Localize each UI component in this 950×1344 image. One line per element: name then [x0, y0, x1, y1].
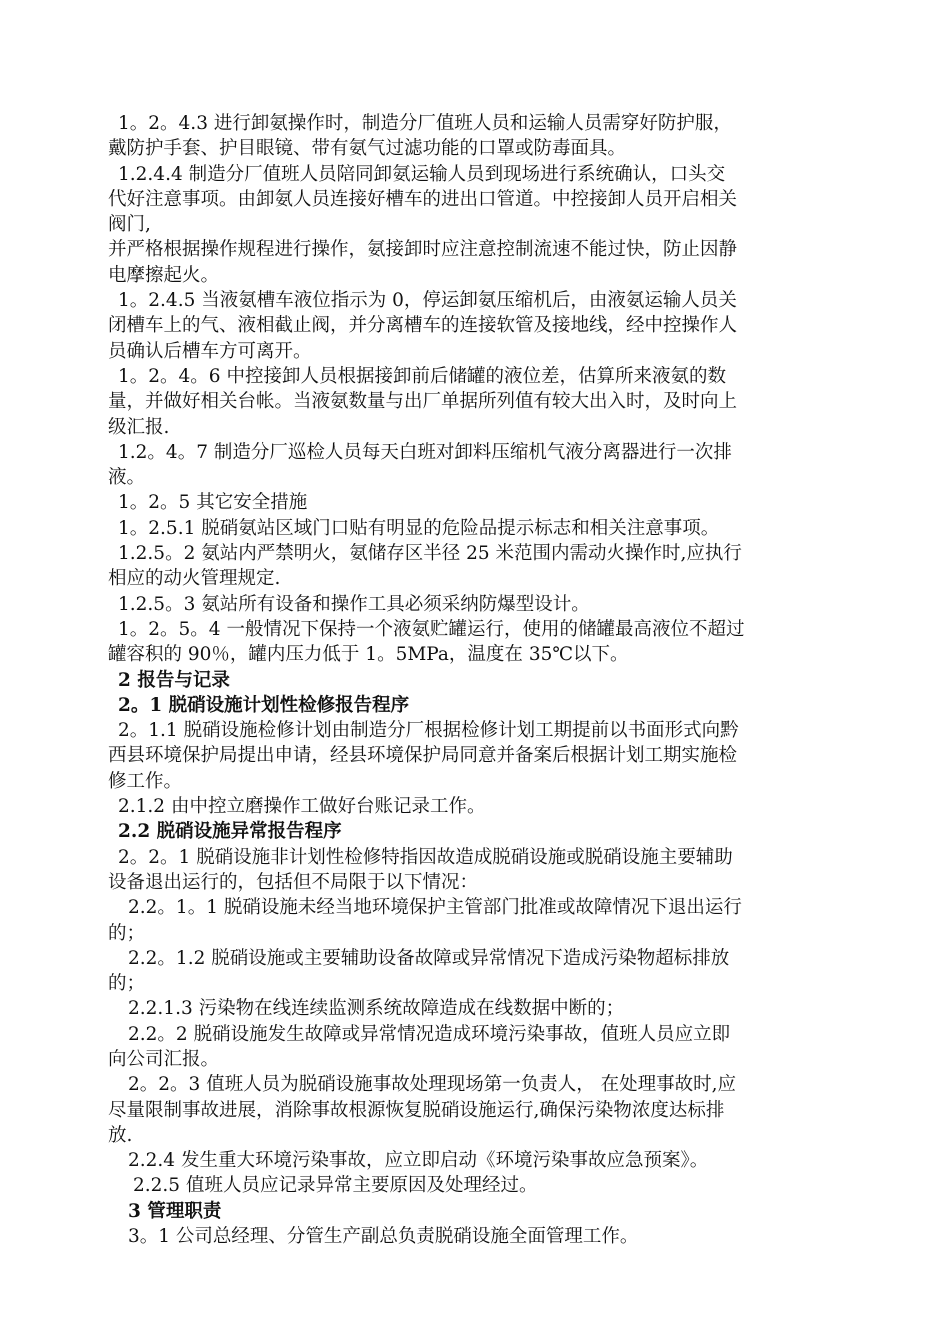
text-line: 修工作。 — [108, 770, 183, 792]
document-body — [108, 111, 843, 1249]
text-line: 代好注意事项。由卸氨人员连接好槽车的进出口管道。中控接卸人员开启相关 — [108, 188, 738, 210]
text-line: 1。2。5 其它安全措施 — [118, 492, 308, 514]
text-line: 并严格根据操作规程进行操作，氨接卸时应注意控制流速不能过快，防止因静 — [108, 239, 738, 261]
text-line: 尽量限制事故进展，消除事故根源恢复脱硝设施运行,确保污染物浓度达标排 — [108, 1099, 725, 1121]
text-line: 闭槽车上的气、液相截止阀，并分离槽车的连接软管及接地线，经中控操作人 — [108, 315, 738, 337]
text-line: 戴防护手套、护目眼镜、带有氨气过滤功能的口罩或防毒面具。 — [108, 138, 627, 160]
text-line: 向公司汇报。 — [108, 1048, 220, 1070]
text-line: 级汇报. — [108, 416, 170, 438]
text-line: 电摩擦起火。 — [108, 264, 220, 286]
text-line: 的； — [108, 922, 146, 944]
section-heading: 2。1 脱硝设施计划性检修报告程序 — [118, 694, 410, 716]
section-heading: 3 管理职责 — [128, 1200, 222, 1222]
text-line: 员确认后槽车方可离开。 — [108, 340, 312, 362]
text-line: 罐容积的 90％，罐内压力低于 1。5MPa，温度在 35℃以下。 — [108, 644, 629, 666]
text-line: 量，并做好相关台帐。当液氨数量与出厂单据所列值有较大出入时，及时向上 — [108, 391, 738, 413]
text-line: 1。2。4.3 进行卸氨操作时，制造分厂值班人员和运输人员需穿好防护服， — [118, 113, 732, 134]
section-heading: 2 报告与记录 — [118, 669, 230, 691]
text-line: 1.2。4。7 制造分厂巡检人员每天白班对卸料压缩机气液分离器进行一次排 — [118, 441, 732, 463]
text-line: 2.2.5 值班人员应记录异常主要原因及处理经过。 — [133, 1175, 538, 1197]
text-line: 2.2。1.2 脱硝设施或主要辅助设备故障或异常情况下造成污染物超标排放 — [128, 947, 730, 969]
text-line: 设备退出运行的，包括但不局限于以下情况： — [108, 871, 479, 893]
text-line: 1。2.4.5 当液氨槽车液位指示为 0，停运卸氨压缩机后，由液氨运输人员关 — [118, 290, 737, 312]
text-line: 1。2.5.1 脱硝氨站区域门口贴有明显的危险品提示标志和相关注意事项。 — [118, 517, 720, 539]
text-line: 阀门, — [108, 214, 151, 236]
text-line: 2。1.1 脱硝设施检修计划由制造分厂根据检修计划工期提前以书面形式向黔 — [118, 720, 739, 742]
text-line: 1.2.4.4 制造分厂值班人员陪同卸氨运输人员到现场进行系统确认，口头交 — [118, 163, 726, 185]
text-line: 2。2。3 值班人员为脱硝设施事故处理现场第一负责人， 在处理事故时,应 — [128, 1074, 736, 1096]
text-line: 2.1.2 由中控立磨操作工做好台账记录工作。 — [118, 796, 486, 818]
text-line: 2.2。2 脱硝设施发生故障或异常情况造成环境污染事故，值班人员应立即 — [128, 1023, 731, 1045]
text-line: 1。2。5。4 一般情况下保持一个液氨贮罐运行，使用的储罐最高液位不超过 — [118, 618, 745, 640]
text-line: 2.2.4 发生重大环境污染事故，应立即启动《环境污染事故应急预案》。 — [128, 1150, 709, 1172]
text-line: 2。2。1 脱硝设施非计划性检修特指因故造成脱硝设施或脱硝设施主要辅助 — [118, 846, 733, 868]
text-line: 2.2.1.3 污染物在线连续监测系统故障造成在线数据中断的； — [128, 998, 625, 1020]
text-line: 放. — [108, 1124, 133, 1146]
section-heading: 2.2 脱硝设施异常报告程序 — [118, 821, 342, 843]
text-line: 1。2。4。6 中控接卸人员根据接卸前后储罐的液位差，估算所来液氨的数 — [118, 365, 726, 387]
text-line: 的； — [108, 973, 146, 995]
text-line: 2.2。1。1 脱硝设施未经当地环境保护主管部门批准或故障情况下退出运行 — [128, 897, 742, 919]
text-line: 1.2.5。3 氨站所有设备和操作工具必须采纳防爆型设计。 — [118, 593, 590, 615]
text-line: 西县环境保护局提出申请，经县环境保护局同意并备案后根据计划工期实施检 — [108, 745, 738, 767]
text-line: 相应的动火管理规定. — [108, 568, 281, 590]
text-line: 液。 — [108, 467, 146, 489]
text-line: 1.2.5。2 氨站内严禁明火，氨储存区半径 25 米范围内需动火操作时,应执行 — [118, 543, 742, 565]
text-line: 3。1 公司总经理、分管生产副总负责脱硝设施全面管理工作。 — [128, 1226, 639, 1248]
